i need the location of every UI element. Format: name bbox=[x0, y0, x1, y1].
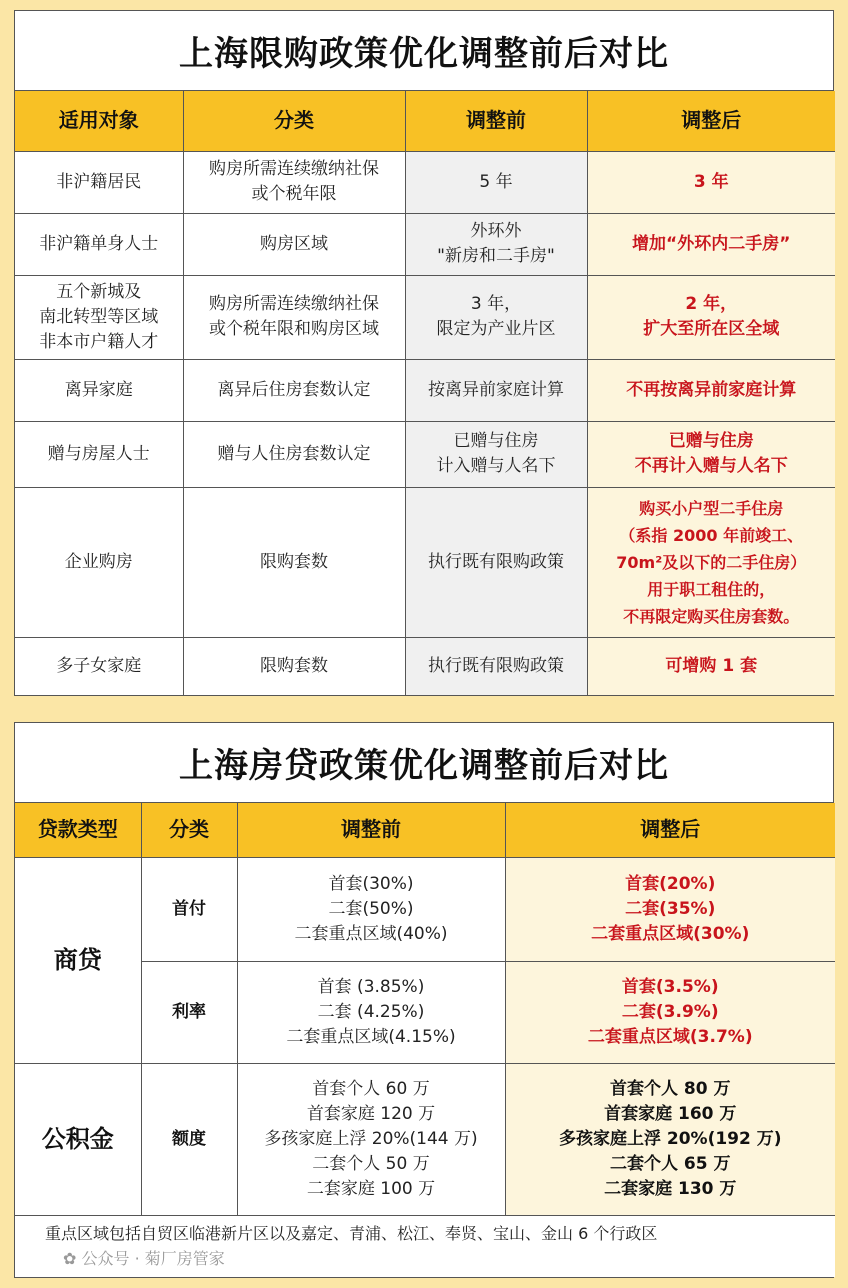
table-row bbox=[15, 857, 835, 961]
cell-before: 外环外 "新房和二手房" bbox=[405, 213, 587, 275]
header-category: 分类 bbox=[141, 803, 237, 857]
table-row bbox=[15, 1063, 835, 1215]
mortgage-policy-panel bbox=[14, 722, 834, 1278]
cell-before: 执行既有限购政策 bbox=[405, 487, 587, 637]
purchase-table-title: 上海限购政策优化调整前后对比 bbox=[15, 11, 833, 91]
cell-target: 五个新城及 南北转型等区域 非本市户籍人才 bbox=[15, 275, 183, 359]
purchase-restriction-table bbox=[15, 91, 835, 695]
header-target: 适用对象 bbox=[15, 91, 183, 151]
cell-category: 购房所需连续缴纳社保 或个税年限和购房区域 bbox=[183, 275, 405, 359]
cell-after: 不再按离异前家庭计算 bbox=[587, 359, 835, 421]
cell-before: 3 年， 限定为产业片区 bbox=[405, 275, 587, 359]
header-before: 调整前 bbox=[405, 91, 587, 151]
table-row bbox=[15, 487, 835, 637]
table-row bbox=[15, 151, 835, 213]
cell-target: 非沪籍居民 bbox=[15, 151, 183, 213]
cell-before: 首套个人 60 万 首套家庭 120 万 多孩家庭上浮 20%(144 万) 二套个人 50 万 二套家庭 100 万 bbox=[237, 1063, 505, 1215]
table-row bbox=[15, 359, 835, 421]
category-quota: 额度 bbox=[141, 1063, 237, 1215]
cell-before: 已赠与住房 计入赠与人名下 bbox=[405, 421, 587, 487]
watermark: ✿ 公众号 · 菊厂房管家 bbox=[63, 1249, 225, 1269]
table-row bbox=[15, 275, 835, 359]
cell-after: 已赠与住房 不再计入赠与人名下 bbox=[587, 421, 835, 487]
note-text: 重点区域包括自贸区临港新片区以及嘉定、青浦、松江、奉贤、宝山、金山 6 个行政区 bbox=[45, 1224, 658, 1244]
cell-after: 购买小户型二手住房 （系指 2000 年前竣工、 70m²及以下的二手住房） 用于职工租住的， 不再限定购买住房套数。 bbox=[587, 487, 835, 637]
header-after: 调整后 bbox=[587, 91, 835, 151]
cell-before: 首套 (3.85%) 二套 (4.25%) 二套重点区域(4.15%) bbox=[237, 961, 505, 1063]
category-rate: 利率 bbox=[141, 961, 237, 1063]
cell-target: 离异家庭 bbox=[15, 359, 183, 421]
cell-category: 限购套数 bbox=[183, 637, 405, 695]
mortgage-table-title: 上海房贷政策优化调整前后对比 bbox=[15, 723, 833, 803]
cell-target: 赠与房屋人士 bbox=[15, 421, 183, 487]
cell-category: 赠与人住房套数认定 bbox=[183, 421, 405, 487]
cell-after: 增加“外环内二手房” bbox=[587, 213, 835, 275]
header-before: 调整前 bbox=[237, 803, 505, 857]
cell-after: 可增购 1 套 bbox=[587, 637, 835, 695]
table-row bbox=[15, 637, 835, 695]
cell-after: 2 年， 扩大至所在区全域 bbox=[587, 275, 835, 359]
loan-type-commercial: 商贷 bbox=[15, 857, 141, 1063]
table-row bbox=[15, 213, 835, 275]
table-row bbox=[15, 1215, 835, 1277]
purchase-restriction-panel bbox=[14, 10, 834, 696]
cell-category: 离异后住房套数认定 bbox=[183, 359, 405, 421]
cell-target: 企业购房 bbox=[15, 487, 183, 637]
cell-after: 3 年 bbox=[587, 151, 835, 213]
loan-type-provident: 公积金 bbox=[15, 1063, 141, 1215]
cell-before: 5 年 bbox=[405, 151, 587, 213]
cell-category: 限购套数 bbox=[183, 487, 405, 637]
header-category: 分类 bbox=[183, 91, 405, 151]
cell-before: 首套(30%) 二套(50%) 二套重点区域(40%) bbox=[237, 857, 505, 961]
cell-before: 按离异前家庭计算 bbox=[405, 359, 587, 421]
cell-target: 多子女家庭 bbox=[15, 637, 183, 695]
cell-target: 非沪籍单身人士 bbox=[15, 213, 183, 275]
cell-category: 购房所需连续缴纳社保 或个税年限 bbox=[183, 151, 405, 213]
header-after: 调整后 bbox=[505, 803, 835, 857]
wechat-icon: ✿ bbox=[63, 1249, 77, 1269]
cell-after: 首套个人 80 万 首套家庭 160 万 多孩家庭上浮 20%(192 万) 二套个人 65 万 二套家庭 130 万 bbox=[505, 1063, 835, 1215]
cell-category: 购房区域 bbox=[183, 213, 405, 275]
cell-after: 首套(3.5%) 二套(3.9%) 二套重点区域(3.7%) bbox=[505, 961, 835, 1063]
mortgage-policy-table bbox=[15, 803, 835, 1277]
cell-after: 首套(20%) 二套(35%) 二套重点区域(30%) bbox=[505, 857, 835, 961]
table-row bbox=[15, 421, 835, 487]
category-down-payment: 首付 bbox=[141, 857, 237, 961]
cell-before: 执行既有限购政策 bbox=[405, 637, 587, 695]
key-area-note bbox=[15, 1215, 835, 1277]
header-loan-type: 贷款类型 bbox=[15, 803, 141, 857]
